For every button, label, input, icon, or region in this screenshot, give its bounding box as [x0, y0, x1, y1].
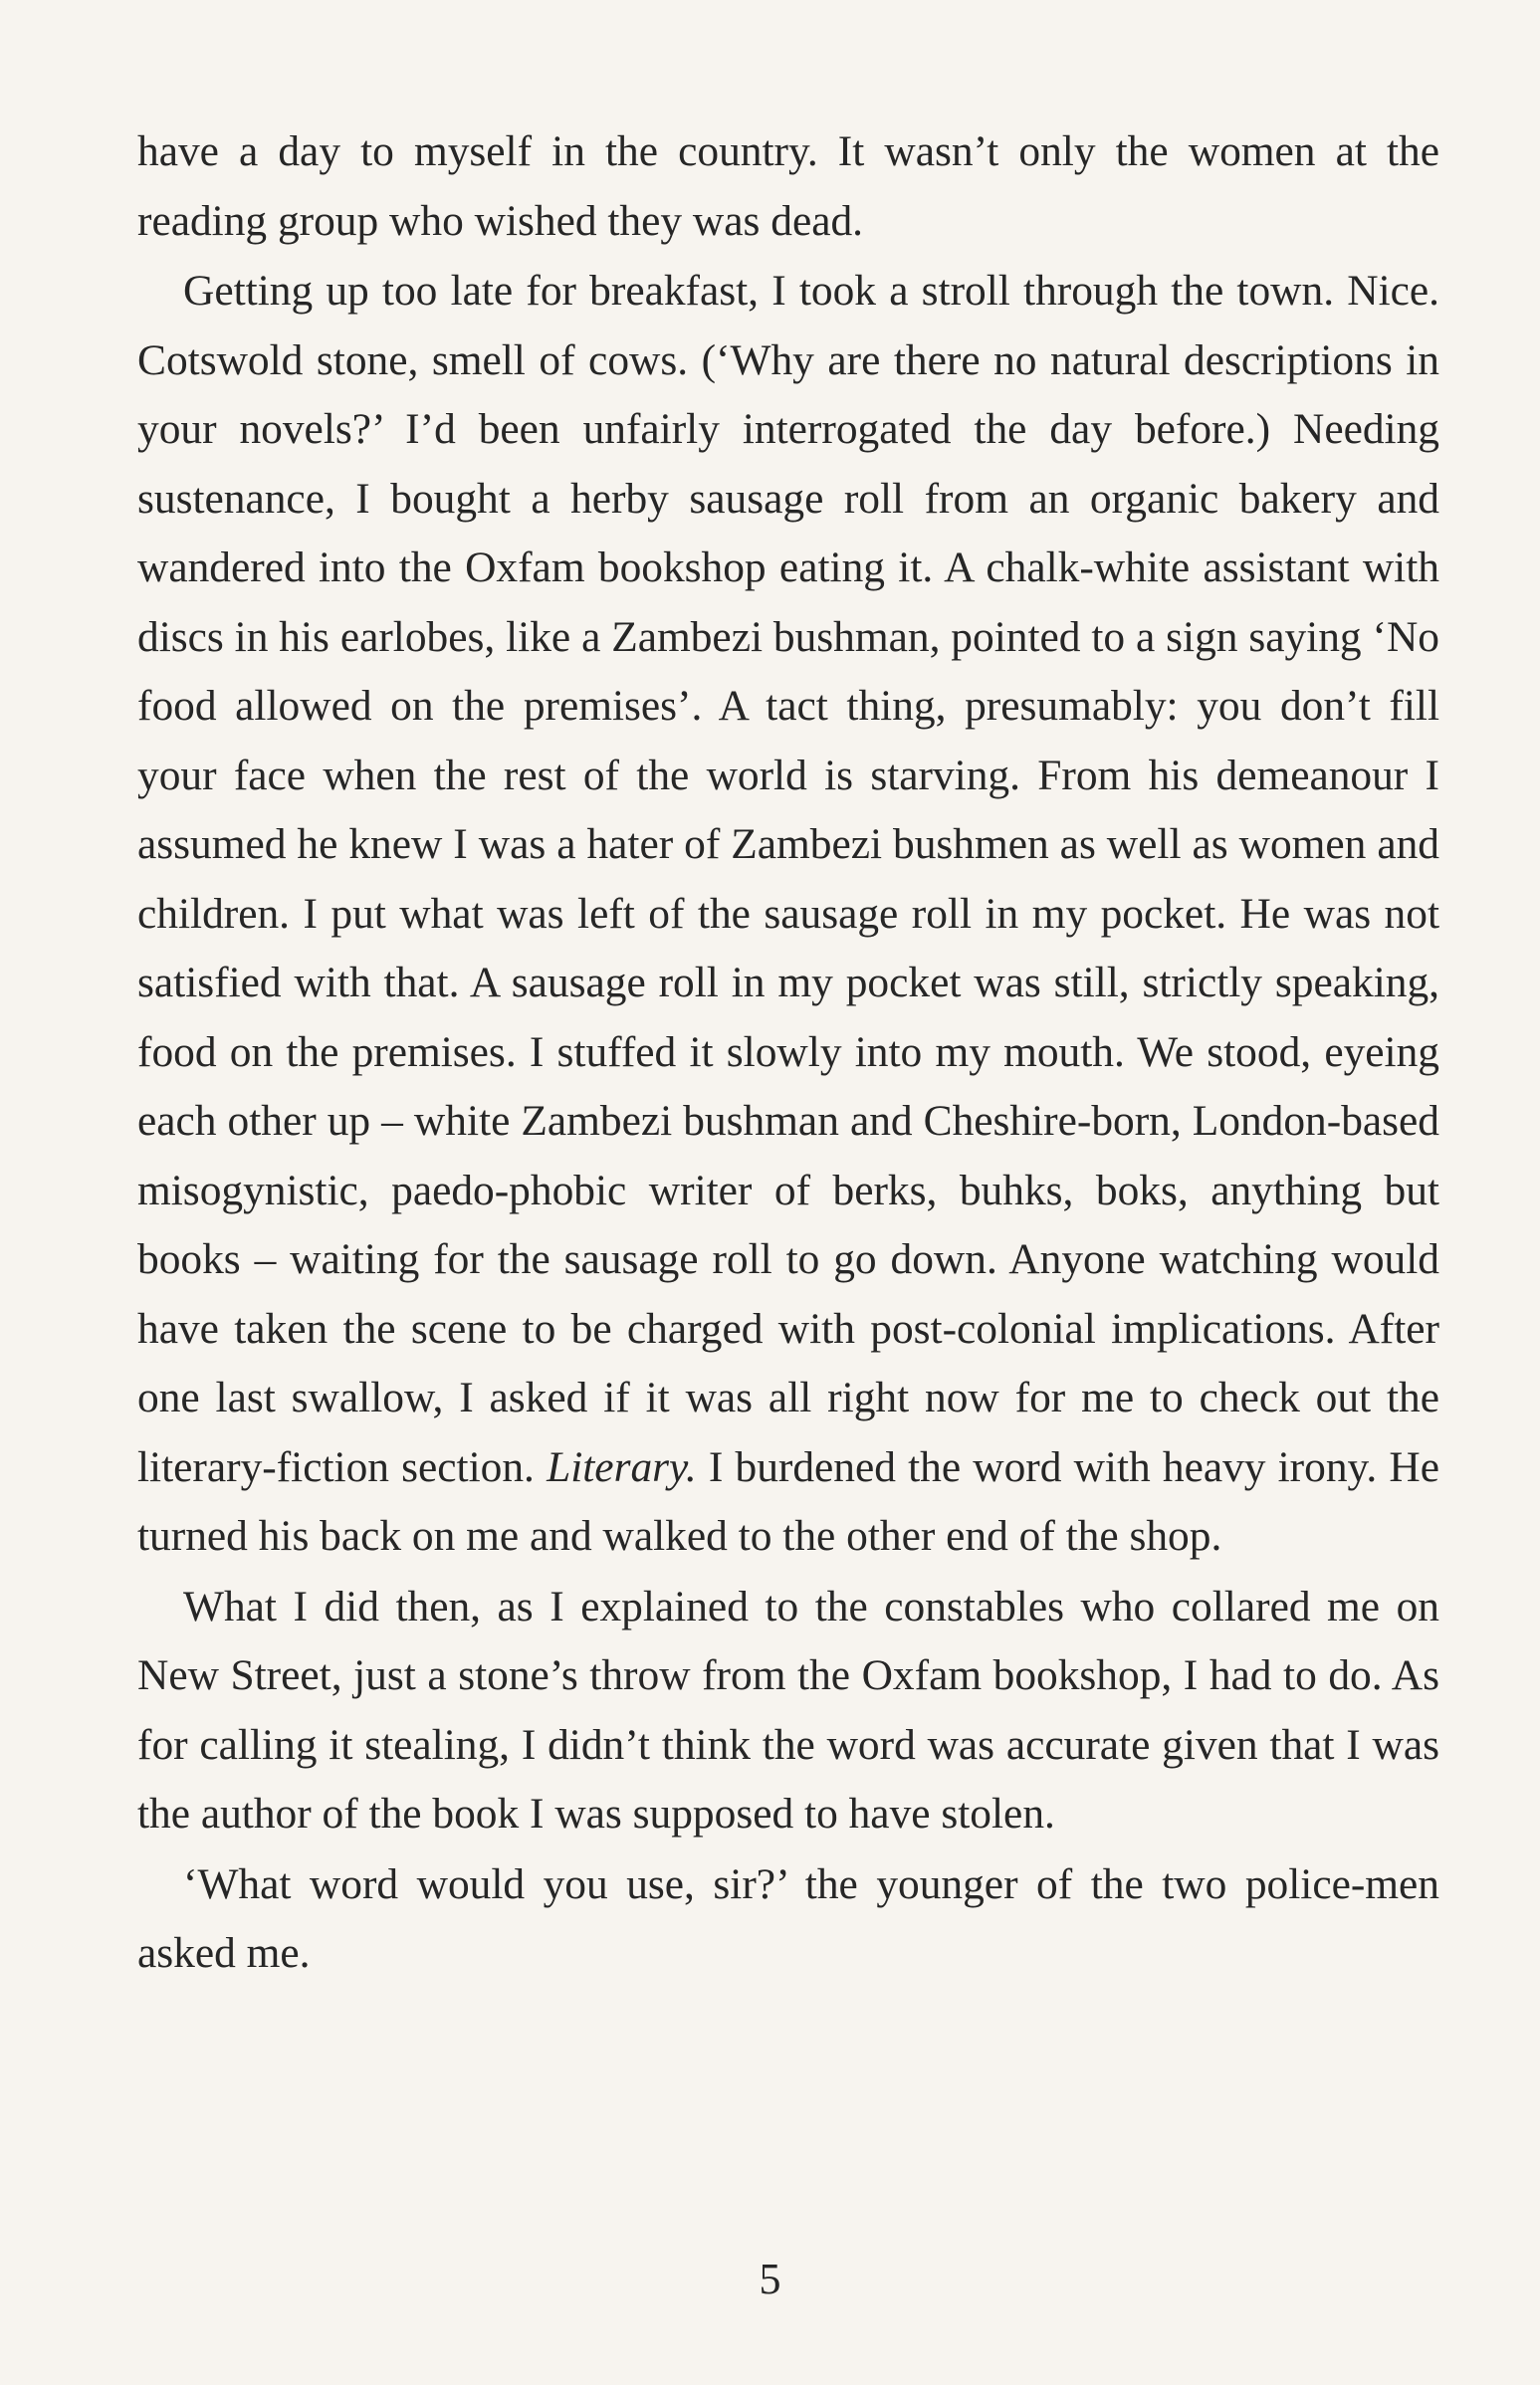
paragraph-2-italic-word: Literary. — [547, 1442, 697, 1491]
paragraph-1-text: have a day to myself in the country. It wasn’t only the women at the reading group who wished they was dead. — [137, 127, 1439, 245]
paragraph-3-text: What I did then, as I explained to the constables who collared me on New Street, just a stone’s throw from the Oxfam bookshop, I had to do. As for calling it stealing, I didn’t think the word was accurate given that I was the author of the book I was supposed to have stolen. — [137, 1582, 1439, 1838]
paragraph-2 — [137, 257, 1439, 1572]
page-number: 5 — [759, 2255, 781, 2303]
body-text — [137, 117, 1439, 1990]
paragraph-3 — [137, 1573, 1439, 1849]
paragraph-2-text: Getting up too late for breakfast, I took a stroll through the town. Nice. Cotswold stone, smell of cows. (‘Why are there no natural descriptions in your novels?’ I’d been unfairly interrogated the day before.) Needing sustenance, I bought a herby sausage roll from an organic bakery and wandered into the Oxfam bookshop eating it. A chalk-white assistant with discs in his earlobes, like a Zambezi bushman, pointed to a sign saying ‘No food allowed on the premises’. A tact thing, presumably: you don’t fill your face when the rest of the world is starving. From his demeanour I assumed he knew I was a hater of Zambezi bushmen as well as women and children. I put what was left of the sausage roll in my pocket. He was not satisfied with that. A sausage roll in my pocket was still, strictly speaking, food on the premises. I stuffed it slowly into my mouth. We stood, eyeing each other up – white Zambezi bushman and Cheshire-born, London-based misogynistic, paedo-phobic writer of berks, buhks, boks, anything but books – waiting for the sausage roll to go down. Anyone watching would have taken the scene to be charged with post-colonial implications. After one last swallow, I asked if it was all right now for me to check out the literary-fiction section. — [137, 267, 1439, 1491]
paragraph-1 — [137, 117, 1439, 256]
paragraph-2-text-after: I burdened the word with heavy irony. He turned his back on me and walked to the other end of the shop. — [137, 1442, 1439, 1560]
paragraph-4 — [137, 1850, 1439, 1989]
paragraph-4-text: ‘What word would you use, sir?’ the younger of the two police-men asked me. — [137, 1859, 1439, 1977]
